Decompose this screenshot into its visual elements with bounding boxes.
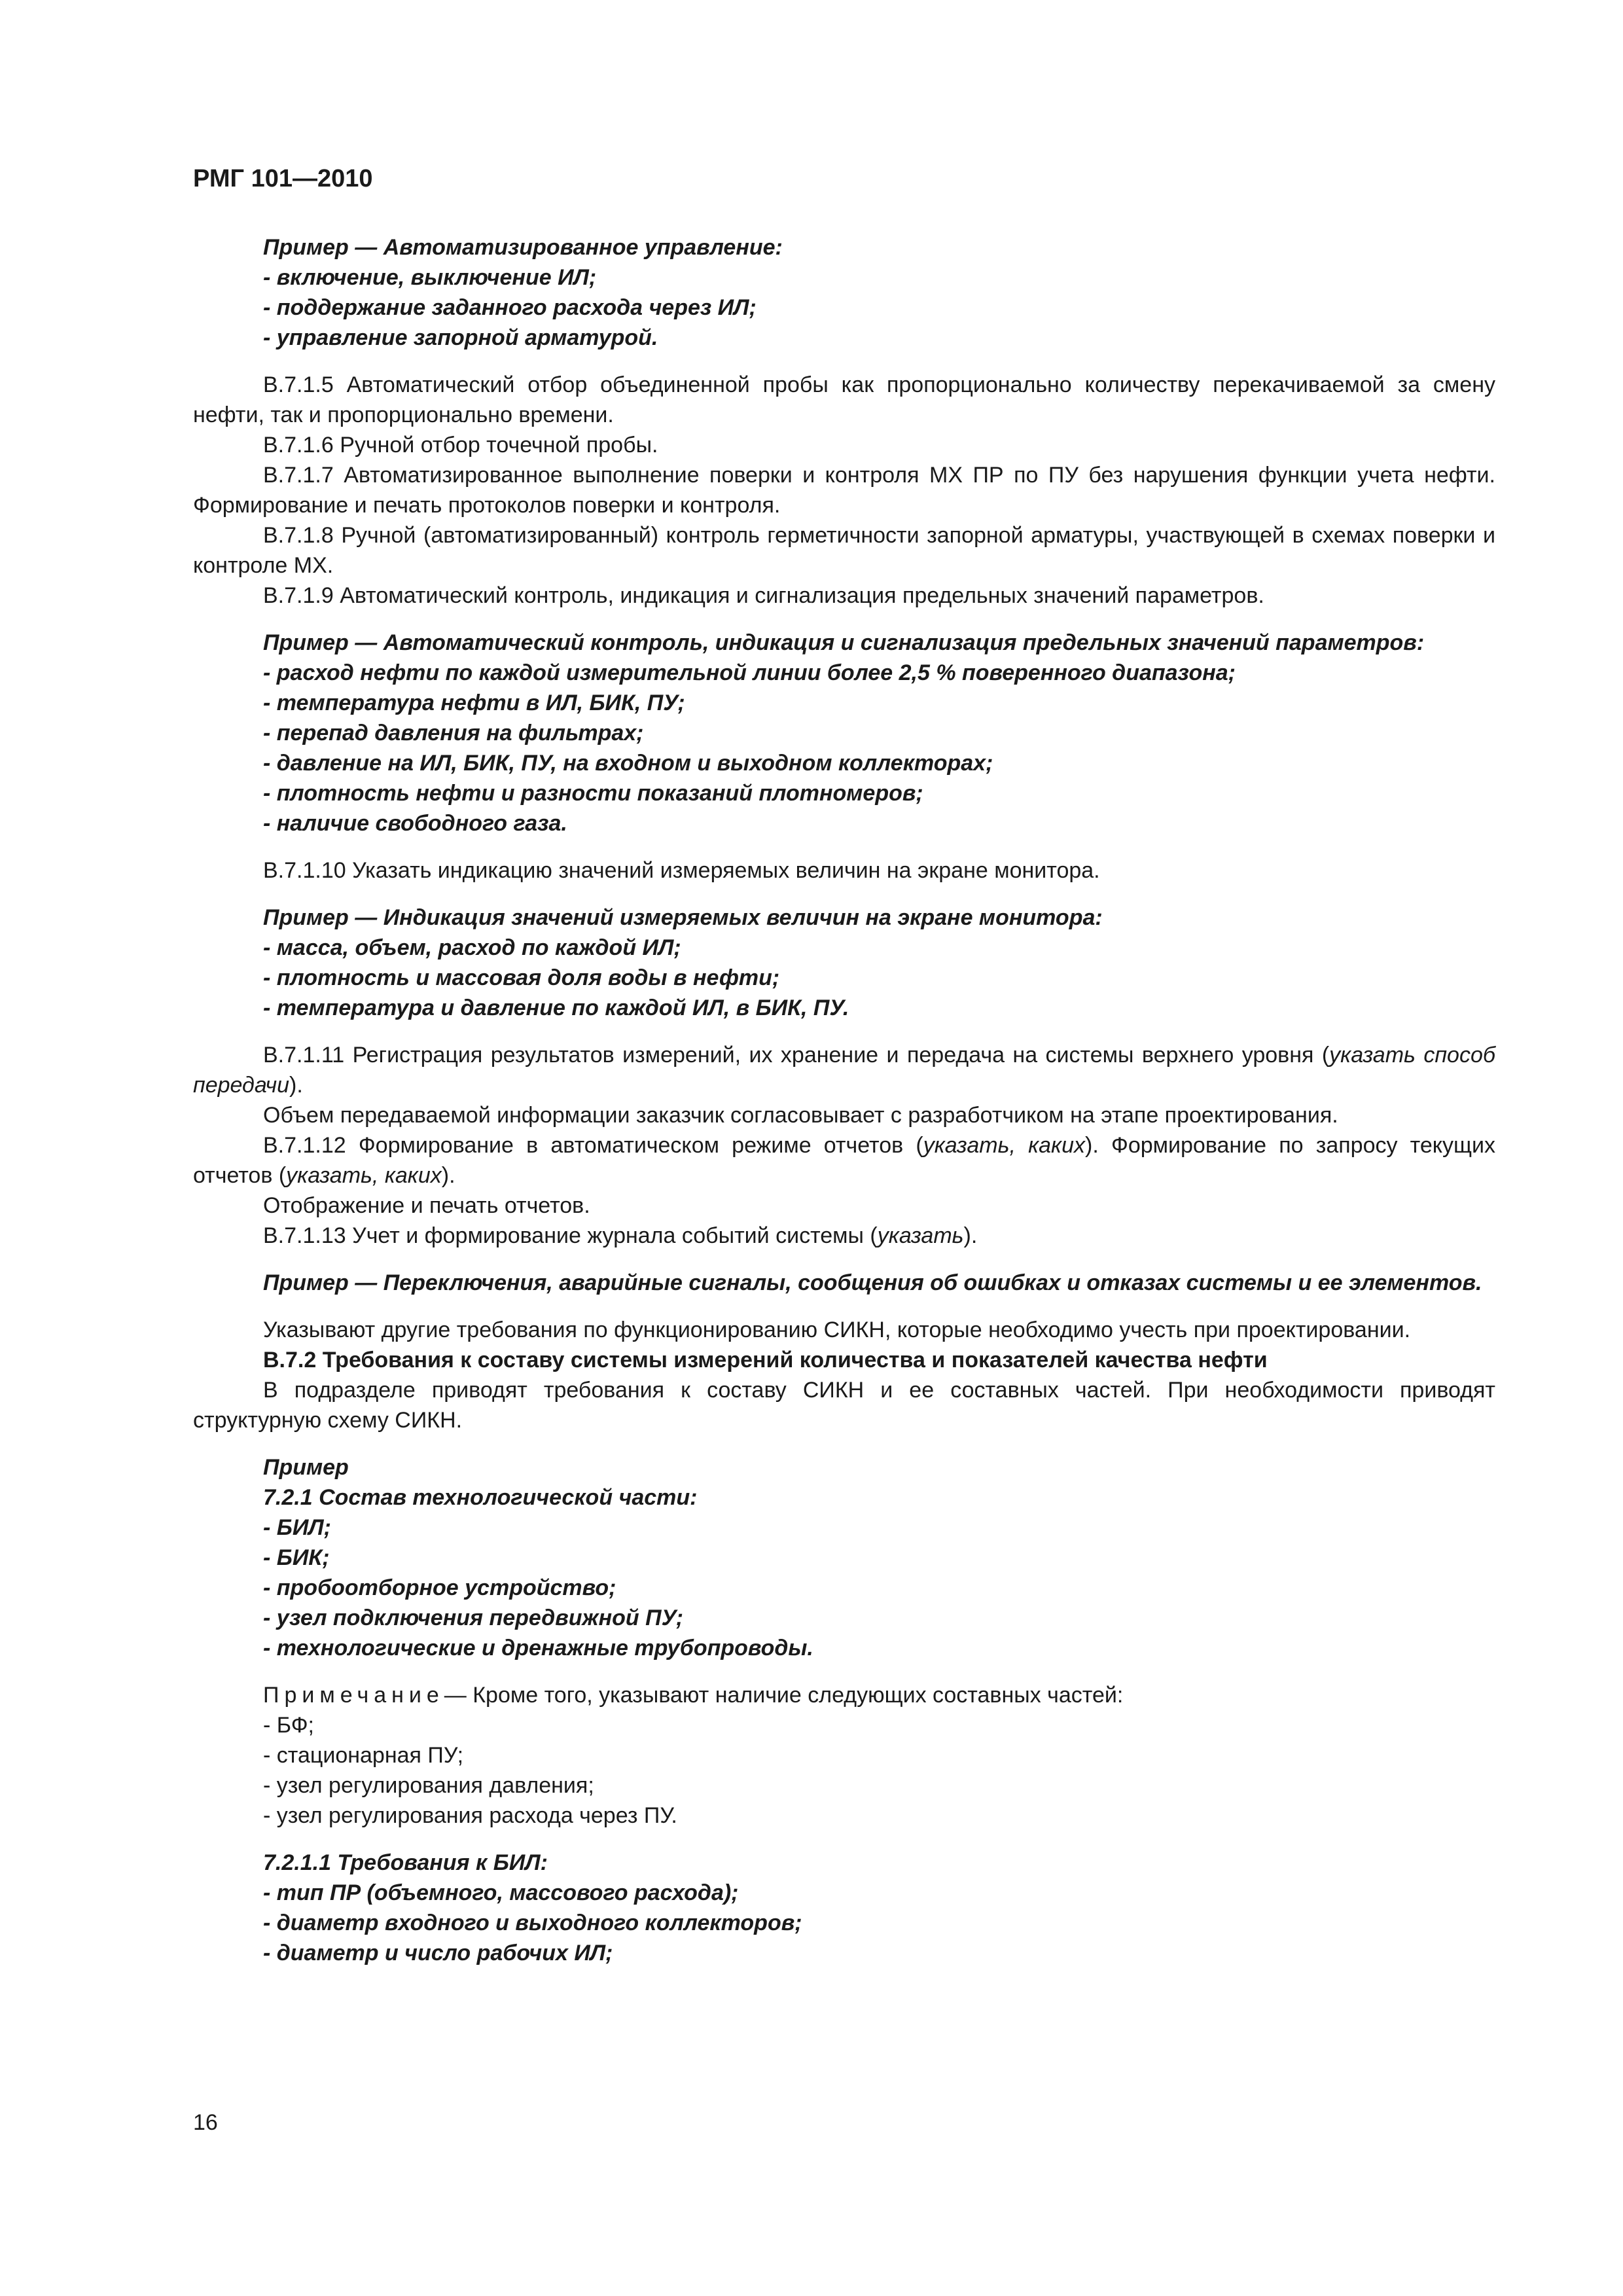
paragraph-text: В подразделе приводят требования к составу СИКН и ее составных частей. При необходимости приводят структурную схему СИКН. [193,1378,1495,1433]
example-item: - температура нефти в ИЛ, БИК, ПУ; [263,691,685,715]
example-item: - узел подключения передвижной ПУ; [263,1605,684,1630]
example-item: - управление запорной арматурой. [263,325,658,350]
example-title: Пример — Автоматизированное управление: [263,235,783,260]
example-item: - БИК; [263,1545,330,1570]
note-item: - узел регулирования давления; [263,1773,594,1798]
example-item: - плотность и массовая доля воды в нефти; [263,965,780,990]
example-title: 7.2.1.1 Требования к БИЛ: [263,1850,548,1875]
example-subtitle: 7.2.1 Состав технологической части: [263,1485,698,1510]
note-label: Примечание [263,1683,444,1708]
paragraph-b719: В.7.1.9 Автоматический контроль, индикация и сигнализация предельных значений параметров. [263,583,1264,608]
paragraph-b716: В.7.1.6 Ручной отбор точечной пробы. [263,433,658,457]
paragraph-text: ). [289,1073,303,1098]
example-item: - диаметр входного и выходного коллекторов; [263,1910,802,1935]
example-item: - технологические и дренажные трубопроводы. [263,1636,813,1660]
example-item: - масса, объем, расход по каждой ИЛ; [263,935,681,960]
example-title: Пример — Индикация значений измеряемых величин на экране монитора: [263,905,1103,930]
paragraph-text: ). [963,1223,978,1248]
note-item: - БФ; [263,1713,314,1738]
paragraph-text: В.7.1.13 Учет и формирование журнала событий системы ( [263,1223,878,1248]
paragraph-b717: В.7.1.7 Автоматизированное выполнение поверки и контроля МХ ПР по ПУ без нарушения функции учета нефти. Формирование и печать протоколов поверки и контроля. [193,463,1495,518]
paragraph-b7111 [193,1040,1495,1100]
example-item: - тип ПР (объемного, массового расхода); [263,1880,739,1905]
note-line [193,1680,1495,1710]
example-item: - пробоотборное устройство; [263,1575,616,1600]
italic-note: указать, каких [923,1133,1086,1158]
paragraph-text: В.7.1.12 Формирование в автоматическом режиме отчетов ( [263,1133,923,1158]
example-item: - плотность нефти и разности показаний плотномеров; [263,781,923,806]
paragraph-text: ). [441,1163,455,1188]
paragraph-b7110: В.7.1.10 Указать индикацию значений измеряемых величин на экране монитора. [263,858,1100,883]
italic-note: указать [877,1223,964,1248]
paragraph-b7112 [193,1130,1495,1191]
italic-note: указать способ передачи [193,1043,1495,1098]
example-label: Пример [263,1455,349,1480]
document-body [193,232,1495,1968]
example-item: - перепад давления на фильтрах; [263,721,644,745]
example-item: - расход нефти по каждой измерительной линии более 2,5 % поверенного диапазона; [263,660,1236,685]
paragraph-text: Указывают другие требования по функционированию СИКН, которые необходимо учесть при проектировании. [263,1318,1411,1342]
paragraph-text: Объем передаваемой информации заказчик согласовывает с разработчиком на этапе проектирования. [263,1103,1338,1128]
example-item: - наличие свободного газа. [263,811,567,836]
paragraph-b715: В.7.1.5 Автоматический отбор объединенной пробы как пропорционально количеству перекачиваемой за смену нефти, так и пропорционально времени. [193,372,1495,427]
page-number: 16 [193,2110,218,2135]
note-item: - стационарная ПУ; [263,1743,464,1768]
italic-note: указать, каких [286,1163,442,1188]
paragraph-text: В.7.1.11 Регистрация результатов измерений, их хранение и передача на системы верхнего уровня ( [263,1043,1330,1067]
document-code: РМГ 101—2010 [193,165,373,192]
note-text: — Кроме того, указывают наличие следующих составных частей: [444,1683,1124,1708]
paragraph-b718: В.7.1.8 Ручной (автоматизированный) контроль герметичности запорной арматуры, участвующей в схемах поверки и контроле МХ. [193,523,1495,578]
example-item: - БИЛ; [263,1515,331,1540]
note-item: - узел регулирования расхода через ПУ. [263,1803,677,1828]
example-item: - давление на ИЛ, БИК, ПУ, на входном и выходном коллекторах; [263,751,993,776]
paragraph-text: ). Формирование по запросу текущих отчетов ( [193,1133,1496,1188]
example-title: Пример — Переключения, аварийные сигналы, сообщения об ошибках и отказах системы и ее элементов. [263,1270,1482,1295]
example-item: - включение, выключение ИЛ; [263,265,597,290]
paragraph-b7113 [193,1221,1495,1251]
example-item: - поддержание заданного расхода через ИЛ; [263,295,757,320]
paragraph-text: Отображение и печать отчетов. [263,1193,590,1218]
example-item: - температура и давление по каждой ИЛ, в БИК, ПУ. [263,996,849,1020]
example-title: Пример — Автоматический контроль, индикация и сигнализация предельных значений параметров: [263,630,1425,655]
example-item: - диаметр и число рабочих ИЛ; [263,1941,613,1965]
section-heading: В.7.2 Требования к составу системы измерений количества и показателей качества нефти [263,1348,1268,1372]
